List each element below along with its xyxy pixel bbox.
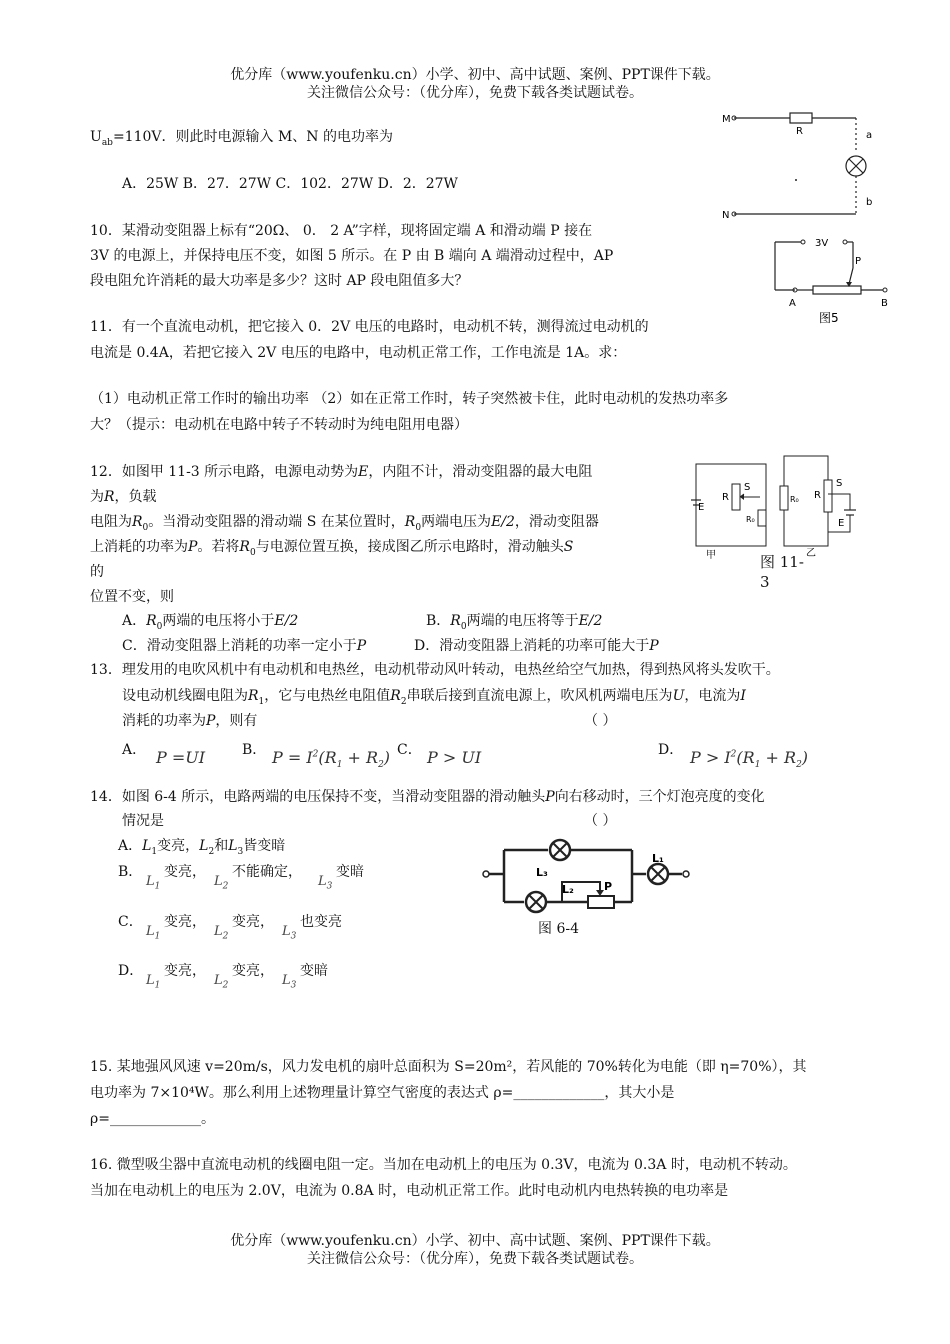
fig5-voltage: 3V — [815, 238, 829, 249]
q14-c-t2: 变亮， — [232, 914, 274, 930]
q12-t6: 。当滑动变阻器的滑动端 S 在某位置时， — [148, 514, 405, 530]
fig64-l1: L₁ — [652, 852, 664, 865]
q12-t3: 为 — [90, 489, 104, 505]
q14-d-l1: $L_1$ — [146, 973, 161, 991]
q14-t2: 向右移动时，三个灯泡亮度的变化 — [554, 789, 765, 805]
q9-stem — [90, 127, 393, 153]
q13-fd-1: P > I — [690, 748, 731, 767]
q12-d-text: D．滑动变阻器上消耗的功率可能大于 — [414, 638, 650, 654]
q12-t8: ，滑动变阻器 — [514, 514, 599, 530]
q12-t4: ，负载 — [114, 489, 157, 505]
q13-formula-a: P =UI — [156, 748, 206, 767]
q13-formula-b: $P = I^2(R_1 + R_2)$ — [272, 748, 391, 771]
q12-line-6: 位置不变，则 — [90, 589, 174, 605]
q12-t7: 两端电压为 — [421, 514, 492, 530]
header-line-2: 关注微信公众号：（优分库），免费下载各类试题试卷。 — [307, 85, 643, 101]
q12-a-e2: E/2 — [274, 613, 299, 629]
mn-label-n: N — [722, 210, 730, 220]
q12-line-4 — [90, 537, 573, 563]
q14-d-l3-l: L — [282, 973, 291, 988]
q12-a-r0-sub: 0 — [156, 621, 163, 632]
q13-option-b: B． — [242, 742, 267, 758]
q11-line-1: 11．有一个直流电动机，把它接入 0．2V 电压的电路时，电动机不转，测得流过电动机的 — [90, 319, 649, 335]
q14-option-b: B． — [118, 864, 143, 880]
q13-t1: 设电动机线圈电阻为 — [122, 688, 248, 704]
q13-t4: ，电流为 — [684, 688, 741, 704]
q14-c-l1-l: L — [146, 924, 155, 939]
q12-e2: E/2 — [491, 514, 515, 530]
q14-a-t2: 和 — [214, 838, 229, 854]
q16-line-2: 当加在电动机上的电压为 2.0V，电流为 0.8A 时，电动机正常工作。此时电动机内电热转换的电功率是 — [90, 1183, 729, 1199]
q13-formula-c: P > UI — [427, 748, 482, 767]
fig113-label-jia: 甲 — [706, 550, 716, 561]
q9-u-sub: ab — [101, 137, 113, 148]
q12-a-mid: 两端的电压将小于 — [162, 613, 275, 629]
q14-option-c: C． — [118, 914, 143, 930]
mn-label-b: b — [866, 197, 873, 208]
q14-a-pre: A． — [118, 838, 143, 854]
q14-d-t1: 变亮， — [164, 963, 206, 979]
q12-d-p: P — [649, 638, 659, 654]
footer-line-1: 优分库（www.youfenku.cn）小学、初中、高中试题、案例、PPT课件下载。 — [230, 1233, 720, 1249]
q12-b-r0-sub: 0 — [460, 621, 467, 632]
q12-s: S — [563, 539, 574, 555]
fig5-label-p: P — [855, 256, 862, 267]
q14-b-t3: 变暗 — [336, 864, 364, 880]
q14-d-t2: 变亮， — [232, 963, 274, 979]
q12-r0c-sub: 0 — [249, 547, 256, 558]
q10-line-1: 10．某滑动变阻器上标有“20Ω、 0． 2 A”字样，现将固定端 A 和滑动端 P 接在 — [90, 223, 593, 239]
q12-p: P — [188, 539, 198, 555]
q13-u: U — [672, 688, 685, 704]
q14-d-l1-l: L — [146, 973, 155, 988]
q14-a-l3: L — [228, 838, 238, 854]
q14-c-l2-l: L — [214, 924, 223, 939]
q12-line-2 — [90, 487, 157, 507]
fig113b-s: S — [836, 478, 843, 489]
q9-u: U — [90, 129, 102, 145]
q14-option-d: D． — [118, 963, 144, 979]
q14-c-l3-l: L — [282, 924, 291, 939]
q13-r1-sub: 1 — [258, 696, 265, 707]
q13-p: P — [206, 713, 216, 729]
q12-c-p: P — [356, 638, 367, 654]
q13-t5: 消耗的功率为 — [122, 713, 206, 729]
q12-t10: 。若将 — [197, 539, 240, 555]
q12-line-1 — [90, 462, 592, 482]
q11-line-2: 电流是 0.4A，若把它接入 2V 电压的电路中，电动机正常工作，工作电流是 1A。求： — [90, 345, 627, 361]
q12-b-mid: 两端的电压将等于 — [466, 613, 579, 629]
fig113a-s: S — [744, 482, 751, 493]
q10-line-3: 段电阻允许消耗的最大功率是多少？这时 AP 段电阻值多大？ — [90, 273, 469, 289]
q14-a-t3: 皆变暗 — [243, 838, 286, 854]
q14-c-l2: $L_2$ — [214, 924, 229, 942]
q12-t11: 与电源位置互换，接成图乙所示电路时，滑动触头 — [255, 539, 564, 555]
q12-t1: 12．如图甲 11-3 所示电路，电源电动势为 — [90, 464, 359, 480]
q12-a-pre: A． — [122, 613, 147, 629]
q13-r1: R — [248, 688, 259, 704]
q12-c-text: C．滑动变阻器上消耗的功率一定小于 — [122, 638, 357, 654]
q13-t3: 串联后接到直流电源上，吹风机两端电压为 — [406, 688, 673, 704]
q14-p: P — [545, 789, 555, 805]
q13-answer-bracket: （ ） — [584, 713, 617, 729]
q13-line-1: 13．理发用的电吹风机中有电动机和电热丝，电动机带动风叶转动，电热丝给空气加热，得到热风将头发吹干。 — [90, 662, 780, 678]
figure-6-4 — [478, 832, 708, 916]
q14-b-t2: 不能确定， — [232, 864, 302, 880]
header-line-1: 优分库（www.youfenku.cn）小学、初中、高中试题、案例、PPT课件下载。 — [230, 67, 720, 83]
q12-r0b: R — [404, 514, 416, 530]
q12-line-3 — [90, 512, 599, 538]
mn-circuit-figure — [720, 108, 880, 220]
q14-b-l1-l: L — [146, 874, 155, 889]
fig5-caption: 图5 — [819, 311, 839, 324]
q13-option-c: C． — [397, 742, 422, 758]
q13-t2: ，它与电热丝电阻值 — [264, 688, 391, 704]
fig64-p: P — [604, 880, 613, 893]
q13-line-2 — [122, 686, 746, 712]
q14-option-a: A．$L_1$变亮，$L_2$和$L_3$皆变暗 — [118, 838, 286, 857]
q12-b-pre: B． — [426, 613, 451, 629]
q12-option-a — [122, 611, 298, 637]
q13-t6: ，则有 — [215, 713, 258, 729]
q14-b-l3: $L_3$ — [318, 874, 333, 892]
q13-i: I — [740, 688, 746, 704]
q13-r2-sub: 2 — [400, 696, 407, 707]
fig113a-r: R — [722, 492, 729, 503]
q12-b-e2: E/2 — [578, 613, 603, 629]
q12-t9: 上消耗的功率为 — [90, 539, 188, 555]
q12-r0c: R — [239, 539, 250, 555]
q12-r0a-sub: 0 — [142, 522, 149, 533]
q11-line-3: （1）电动机正常工作时的输出功率 （2）如在正常工作时，转子突然被卡住，此时电动机的发热功率多 — [90, 391, 729, 407]
q13-r2: R — [390, 688, 401, 704]
q14-b-t1: 变亮， — [164, 864, 206, 880]
q12-t5: 电阻为 — [90, 514, 132, 530]
q13-option-d: D． — [658, 742, 684, 758]
q13-formula-d: $P > I^2(R_1 + R_2)$ — [690, 748, 809, 771]
q14-d-l2-l: L — [214, 973, 223, 988]
q14-d-l2: $L_2$ — [214, 973, 229, 991]
q12-b-r0: R — [450, 613, 461, 629]
mn-label-m: M — [722, 114, 731, 125]
q12-option-b — [426, 611, 602, 637]
q12-t2: ，内阻不计，滑动变阻器的最大电阻 — [368, 464, 593, 480]
q14-b-l1: $L_1$ — [146, 874, 161, 892]
q13-fb-1: P = I — [272, 748, 313, 767]
fig64-caption: 图 6-4 — [538, 921, 579, 937]
q14-a-t1: 变亮， — [157, 838, 200, 854]
q14-t1: 14．如图 6-4 所示，电路两端的电压保持不变，当滑动变阻器的滑动触头 — [90, 789, 546, 805]
footer-line-2: 关注微信公众号：（优分库），免费下载各类试题试卷。 — [307, 1251, 643, 1267]
q12-option-d — [414, 636, 659, 656]
q12-r: R — [104, 489, 115, 505]
q14-c-t3: 也变亮 — [300, 914, 342, 930]
q14-d-l3: $L_3$ — [282, 973, 297, 991]
q11-line-4: 大？（提示：电动机在电路中转子不转动时为纯电阻用电器） — [90, 417, 468, 433]
q13-fb-2: (R — [318, 748, 337, 767]
q15-line-1: 15. 某地强风风速 v=20m/s，风力发电机的扇叶总面积为 S=20m²，若风能的 70%转化为电能（即 η=70%），其 — [90, 1059, 807, 1075]
fig113-label-yi: 乙 — [806, 548, 816, 559]
fig113-caption: 图 11-3 — [760, 553, 804, 591]
q13-option-a: A． — [122, 742, 147, 758]
fig64-l3: L₃ — [536, 866, 548, 879]
fig5-label-a: A — [789, 298, 796, 309]
q12-r0a: R — [132, 514, 143, 530]
q14-a-l2: L — [199, 838, 209, 854]
q12-line-5: 的 — [90, 564, 104, 580]
q14-c-l1: $L_1$ — [146, 924, 161, 942]
q10-line-2: 3V 的电源上，并保持电压不变，如图 5 所示。在 P 由 B 端向 A 端滑动过程中，AP — [90, 248, 614, 264]
q12-e: E — [358, 464, 369, 480]
mn-label-a: a — [866, 130, 873, 141]
q15-line-2: 电功率为 7×10⁴W。那么利用上述物理量计算空气密度的表达式 ρ=_____________，其大小是 — [90, 1085, 675, 1101]
figure-5 — [765, 232, 900, 324]
fig113b-r: R — [814, 490, 821, 501]
fig113a-e: E — [698, 502, 705, 513]
q14-d-t3: 变暗 — [300, 963, 328, 979]
fig113b-e: E — [838, 518, 845, 529]
q14-line-1 — [90, 787, 765, 807]
q14-line-2: 情况是 — [122, 813, 164, 829]
q12-option-c — [122, 636, 366, 656]
q14-b-l2-l: L — [214, 874, 223, 889]
q14-b-l2: $L_2$ — [214, 874, 229, 892]
q14-a-l1: L — [142, 838, 152, 854]
q15-line-3: ρ=_____________。 — [90, 1111, 215, 1127]
fig5-label-b: B — [881, 298, 888, 309]
q13-line-3 — [122, 711, 257, 731]
q12-a-r0: R — [146, 613, 157, 629]
q14-answer-bracket: （ ） — [584, 813, 617, 829]
q9-options: A．25W B．27．27W C．102．27W D．2．27W — [122, 176, 458, 192]
q14-b-l3-l: L — [318, 874, 327, 889]
mn-label-r: R — [796, 126, 803, 137]
q14-c-t1: 变亮， — [164, 914, 206, 930]
q9-tail: =110V．则此时电源输入 M、N 的电功率为 — [112, 129, 394, 145]
fig113b-r0: R₀ — [790, 495, 799, 504]
fig113a-r0: R₀ — [746, 515, 755, 524]
q16-line-1: 16. 微型吸尘器中直流电动机的线圈电阻一定。当加在电动机上的电压为 0.3V，电流为 0.3A 时，电动机不转动。 — [90, 1157, 797, 1173]
q14-c-l3: $L_3$ — [282, 924, 297, 942]
fig64-l2: L₂ — [562, 883, 574, 896]
q12-r0b-sub: 0 — [415, 522, 422, 533]
